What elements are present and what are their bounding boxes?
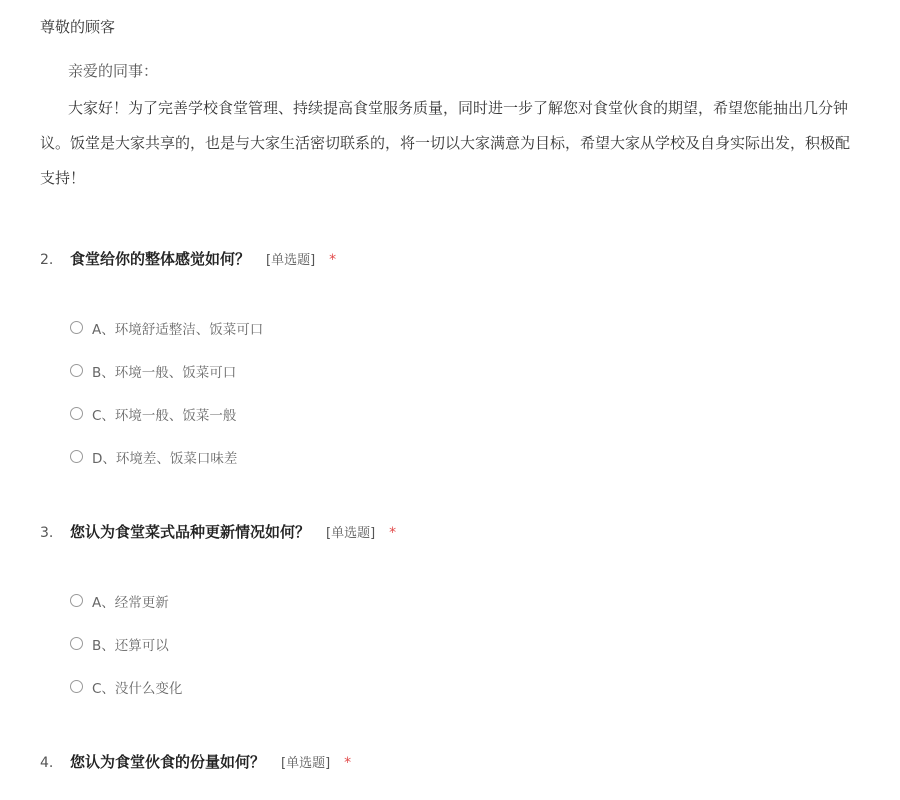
option-2d[interactable] [70, 435, 263, 478]
option-3b[interactable] [70, 622, 182, 665]
option-label: A、环境舒适整洁、饭菜可口 [92, 321, 264, 338]
option-label: C、没什么变化 [92, 680, 183, 697]
question-3-options [70, 579, 182, 708]
option-label: C、环境一般、饭菜一般 [92, 407, 237, 424]
question-title: 食堂给你的整体感觉如何？ [70, 250, 251, 268]
question-number: 3. [40, 525, 54, 541]
question-number: 4. [40, 755, 54, 771]
option-label: B、还算可以 [92, 637, 169, 654]
option-2b[interactable] [70, 349, 263, 392]
radio-button[interactable] [70, 364, 83, 377]
question-number: 2. [40, 252, 54, 268]
question-type-tag: [单选题] [281, 756, 331, 771]
question-2 [40, 248, 336, 269]
option-label: B、环境一般、饭菜可口 [92, 364, 237, 381]
required-marker: * [389, 525, 397, 541]
question-title: 您认为食堂伙食的份量如何？ [70, 753, 266, 771]
radio-button[interactable] [70, 637, 83, 650]
option-label: A、经常更新 [92, 594, 169, 611]
question-2-options [70, 306, 263, 478]
question-3 [40, 521, 396, 542]
intro-salutation: 亲爱的同事： [68, 62, 159, 80]
radio-button[interactable] [70, 680, 83, 693]
option-2a[interactable] [70, 306, 263, 349]
question-title: 您认为食堂菜式品种更新情况如何？ [70, 523, 311, 541]
intro-paragraph-line: 大家好！为了完善学校食堂管理、持续提高食堂服务质量，同时进一步了解您对食堂伙食的期望，希望您能抽出几分钟 [68, 99, 849, 117]
option-3c[interactable] [70, 665, 182, 708]
radio-button[interactable] [70, 407, 83, 420]
intro-paragraph-line: 支持！ [40, 169, 86, 187]
radio-button[interactable] [70, 321, 83, 334]
radio-button[interactable] [70, 594, 83, 607]
option-label: D、环境差、饭菜口味差 [92, 450, 238, 467]
question-type-tag: [单选题] [326, 526, 376, 541]
question-type-tag: [单选题] [266, 253, 316, 268]
greeting-text: 尊敬的顾客 [40, 18, 116, 36]
question-4 [40, 751, 351, 772]
option-2c[interactable] [70, 392, 263, 435]
intro-paragraph-line: 议。饭堂是大家共享的，也是与大家生活密切联系的，将一切以大家满意为目标，希望大家从学校及自身实际出发，积极配 [40, 134, 851, 152]
required-marker: * [344, 755, 352, 771]
option-3a[interactable] [70, 579, 182, 622]
radio-button[interactable] [70, 450, 83, 463]
required-marker: * [329, 252, 337, 268]
